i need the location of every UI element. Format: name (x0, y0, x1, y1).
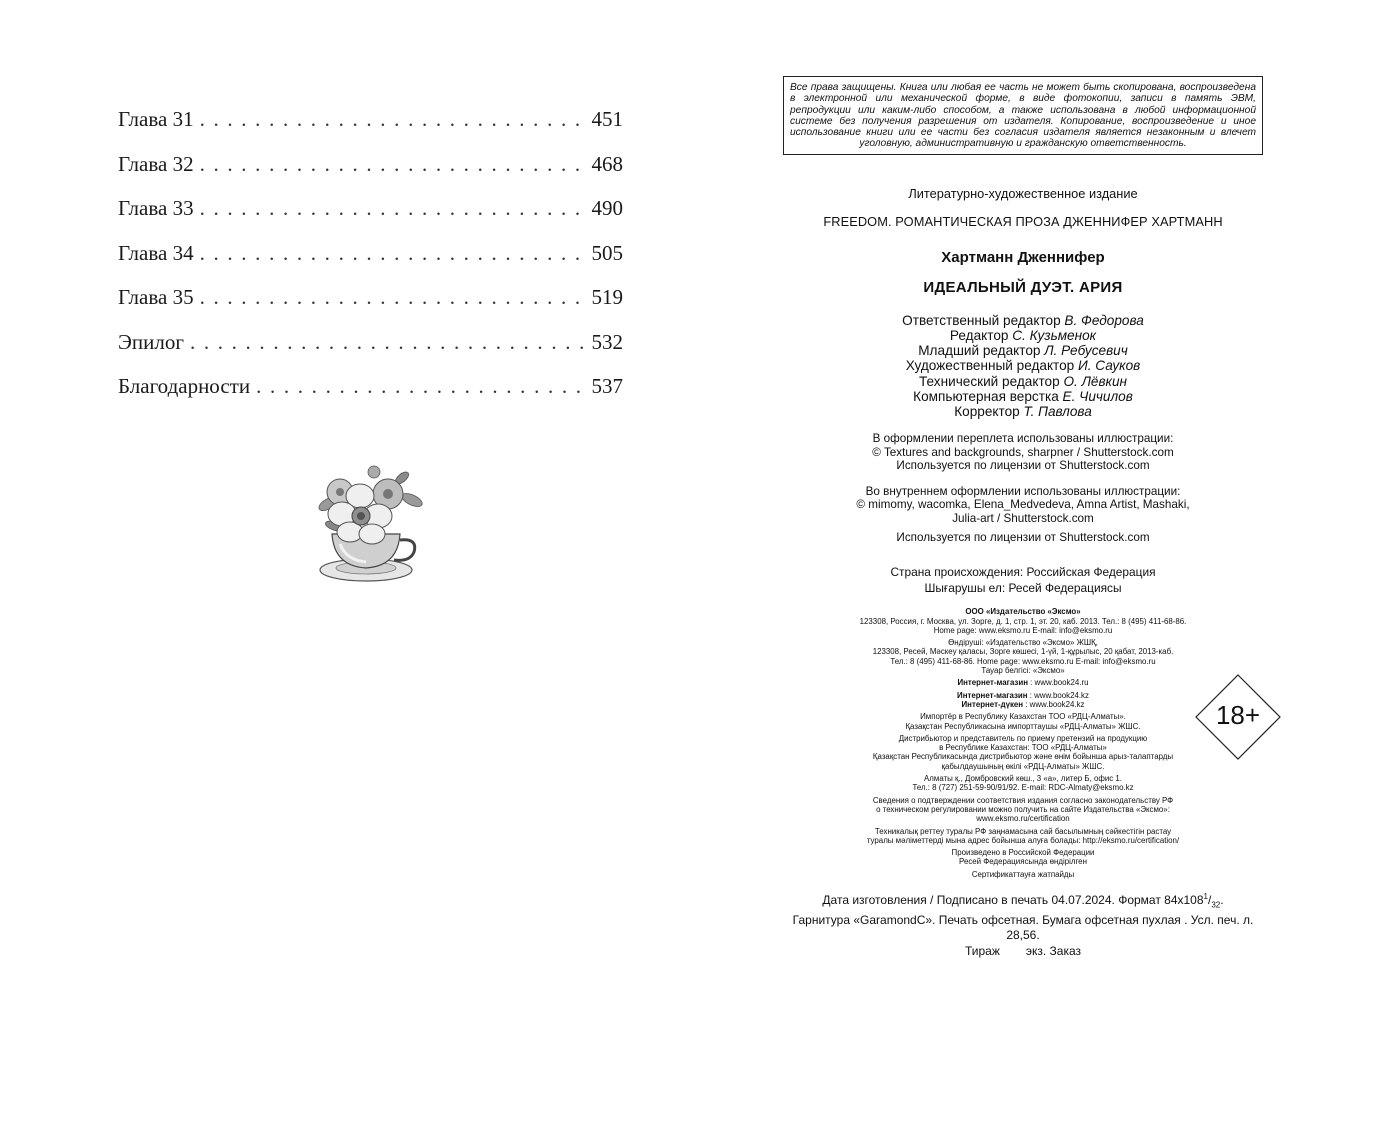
production-date: Дата изготовления / Подписано в печать 04.07.2024. Формат 84x108 (822, 893, 1204, 907)
toc-entry-page: 519 (591, 285, 623, 309)
credit-role: Технический редактор (919, 373, 1060, 389)
address-text: Алматы қ., Домбровский көш., 3 «а», литер Б, офис 1. (924, 774, 1122, 784)
toc-entry-title: Глава 32 (118, 151, 194, 176)
publisher-name: ООО «Издательство «Эксмо» (965, 607, 1081, 617)
credit-name: Л. Ребусевич (1044, 343, 1128, 359)
toc-entry-page: 505 (591, 240, 623, 265)
toc-leader-dots (200, 107, 590, 132)
toc-entry-page: 532 (591, 329, 623, 354)
publisher-info (783, 607, 1263, 879)
production-date-line: Дата изготовления / Подписано в печать 04.07.2024. Формат $84x108^1/_{32}$. (822, 892, 1224, 910)
age-rating: 18+ (1215, 700, 1261, 730)
publisher-contacts: Home page: www.eksmo.ru E-mail: info@eksmo.ru (933, 625, 1113, 635)
toc-entry-title: Глава 34 (118, 240, 194, 265)
shop-label: Интернет-дүкен (961, 699, 1024, 709)
copyright-notice: Все права защищены. Книга или любая ее часть не может быть скопирована, воспроизведена в электронной или механической форме, в виде фотокопии, записи в память ЭВМ, репродукции или каким-либо способом, а также использована в любой информационной системе без получения разрешения от издателя. Копирование, воспроизведение и иное использование книги или ее части без согласия издателя является незаконным и влечет уголовную, административную и гражданскую ответственность. (783, 76, 1263, 155)
credit-name: С. Кузьменок (1012, 327, 1097, 343)
kz-certification-text: туралы мәліметтерді мына адрес бойынша алуға болады: http://eksmo.ru/certification/ (866, 835, 1180, 845)
credit-line (783, 328, 1263, 343)
toc-leader-dots (200, 285, 590, 310)
made-in-text: Произведено в Российской Федерации (951, 848, 1095, 858)
country-text: Страна происхождения: Российская Федерация (890, 565, 1156, 580)
credit-role: Младший редактор (918, 343, 1041, 359)
certification-text: www.eksmo.ru/certification (976, 814, 1070, 824)
credits-list (783, 313, 1263, 419)
distributor-text: Қазақстан Республикасында дистрибьютор және өнім бойынша арыз-талаптарды (872, 752, 1174, 762)
address-text: Тел.: 8 (727) 251-59-90/91/92. E-mail: RDC-Almaty@eksmo.kz (912, 783, 1134, 793)
book-title: ИДЕАЛЬНЫЙ ДУЭТ. АРИЯ (923, 278, 1123, 296)
kz-publisher-text: 123308, Ресей, Мәскеу қаласы, Зорге көшесі, 1-үй, 1-құрылыс, 20 қабат, 2013-каб. (872, 647, 1174, 657)
certification-text: Сведения о подтверждении соответствия издания согласно законодательству РФ (872, 795, 1174, 805)
teacup-flowers-icon (316, 464, 426, 586)
credit-text: Во внутреннем оформлении использованы иллюстрации: (865, 485, 1181, 499)
shop-line (783, 700, 1263, 709)
shop-url: : www.book24.kz (1023, 699, 1085, 709)
credit-line (783, 343, 1263, 358)
toc-leader-dots (256, 374, 589, 399)
credit-role: Художественный редактор (905, 358, 1075, 374)
credit-name: И. Сауков (1078, 358, 1141, 374)
edition-type: Литературно-художественное издание (908, 185, 1138, 201)
toc-entry-page: 537 (591, 374, 623, 398)
credit-line (783, 404, 1263, 419)
credit-text: © Textures and backgrounds, sharpner / Shutterstock.com (872, 445, 1174, 459)
kz-publisher-text: Өндіруші: «Издательство «Эксмо» ЖШҚ, (948, 638, 1098, 648)
copies-order: экз. Заказ (1025, 943, 1082, 958)
credit-name: О. Лёвкин (1063, 373, 1127, 389)
distributor-text: в Республике Казахстан: ТОО «РДЦ-Алматы» (939, 743, 1107, 753)
credit-line (783, 313, 1263, 328)
shop-line (783, 678, 1263, 687)
license-text: Используется по лицензии от Shutterstock.com (896, 530, 1150, 544)
toc-entry-page: 490 (591, 196, 623, 220)
importer-text: Қазақстан Республикасына импорттаушы «РДЦ-Алматы» ЖШС. (905, 721, 1141, 731)
credit-role: Компьютерная верстка (913, 388, 1059, 404)
print-run-line (783, 944, 1263, 960)
credit-name: В. Федорова (1064, 312, 1144, 328)
kz-publisher-text: Тел.: 8 (495) 411-68-86. Home page: www.eksmo.ru E-mail: info@eksmo.ru (890, 656, 1156, 666)
credit-name: Е. Чичилов (1062, 388, 1133, 404)
format-denominator: 32 (1211, 900, 1221, 910)
series-title: FREEDOM. РОМАНТИЧЕСКАЯ ПРОЗА ДЖЕННИФЕР ХАРТМАНН (823, 213, 1223, 229)
shop-line (783, 691, 1263, 700)
country-of-origin (783, 565, 1263, 596)
toc-entry-page: 451 (591, 107, 623, 131)
toc-entry[interactable] (118, 107, 623, 152)
credit-text: Julia-art / Shutterstock.com (952, 511, 1094, 525)
toc-leader-dots (200, 152, 590, 177)
table-of-contents (118, 107, 623, 419)
credit-role: Редактор (949, 327, 1009, 343)
inner-illustrations-credit (783, 485, 1263, 544)
toc-leader-dots (200, 196, 590, 221)
credit-text: Используется по лицензии от Shutterstock.com (896, 458, 1150, 472)
toc-entry-title: Эпилог (118, 329, 184, 354)
shop-label: Интернет-магазин (957, 678, 1028, 688)
print-run: Тираж (964, 943, 1000, 958)
toc-entry[interactable] (118, 374, 623, 419)
toc-entry[interactable] (118, 196, 623, 241)
toc-entry[interactable] (118, 241, 623, 286)
production-details (783, 889, 1263, 959)
credit-role: Ответственный редактор (902, 312, 1061, 328)
typeface-line: Гарнитура «GaramondC». Печать офсетная. Бумага офсетная пухлая . Усл. печ. л. 28,56. (792, 912, 1254, 943)
toc-entry[interactable] (118, 330, 623, 375)
toc-entry-title: Глава 35 (118, 285, 194, 309)
made-in-text: Ресей Федерациясында өндірілген (959, 857, 1087, 867)
shop-url: : www.book24.kz (1027, 690, 1089, 700)
credit-line (783, 389, 1263, 404)
format-tail: . (1220, 893, 1224, 907)
book-author: Хартманн Дженнифер (941, 248, 1105, 266)
toc-entry-page: 468 (591, 151, 623, 176)
toc-entry-title: Глава 33 (118, 196, 194, 220)
distributor-text: қабылдаушының өкілі «РДЦ-Алматы» ЖШС. (941, 761, 1105, 771)
kz-publisher-text: Тауар белгісі: «Эксмо» (981, 666, 1065, 676)
shop-url: : www.book24.ru (1027, 678, 1089, 688)
format-numerator: 1 (1203, 892, 1208, 901)
toc-leader-dots (200, 241, 590, 266)
publisher-address: 123308, Россия, г. Москва, ул. Зорге, д. 1, стр. 1, эт. 20, каб. 2013. Тел.: 8 (495) 411-68-86. (859, 616, 1187, 626)
credit-line (783, 358, 1263, 373)
toc-leader-dots (190, 330, 590, 355)
shop-label: Интернет-магазин (957, 690, 1028, 700)
toc-entry-title: Благодарности (118, 374, 251, 398)
kz-certification-text: Техникалық реттеу туралы РФ заңнамасына сай басылымның сәйкестігін растау (874, 826, 1172, 836)
distributor-text: Дистрибьютор и представитель по приему претензий на продукцию (898, 733, 1148, 743)
certification-text: о техническом регулировании можно получить на сайте Издательства «Эксмо»: (876, 804, 1170, 814)
credit-role: Корректор (954, 404, 1020, 419)
cover-illustrations-credit (783, 432, 1263, 472)
credit-text: © mimomy, wacomka, Elena_Medvedeva, Amna Artist, Mashaki, (856, 498, 1190, 512)
credit-name: Т. Павлова (1023, 404, 1092, 419)
not-certified-text: Сертификаттауға жатпайды (971, 869, 1075, 879)
imprint-page (783, 76, 1263, 959)
credit-line (783, 374, 1263, 389)
toc-entry[interactable] (118, 152, 623, 197)
credit-text: В оформлении переплета использованы иллюстрации: (872, 432, 1174, 446)
toc-entry-title: Глава 31 (118, 107, 194, 131)
country-text: Шығарушы ел: Ресей Федерациясы (924, 580, 1122, 595)
importer-text: Импортёр в Республику Казахстан ТОО «РДЦ-Алматы». (920, 712, 1126, 722)
toc-entry[interactable] (118, 285, 623, 330)
